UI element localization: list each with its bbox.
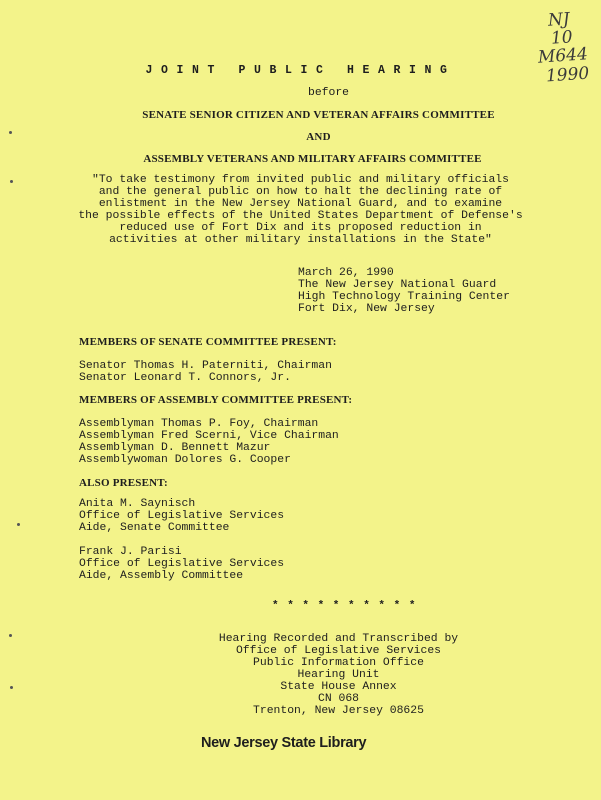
hearing-location-3: Fort Dix, New Jersey bbox=[298, 303, 435, 315]
and-label: AND bbox=[306, 131, 331, 143]
purpose-line-3: enlistment in the New Jersey National Guard, and to examine bbox=[98, 198, 503, 210]
scan-speck bbox=[9, 131, 12, 134]
assembly-committee-name: ASSEMBLY VETERANS AND MILITARY AFFAIRS COMMITTEE bbox=[143, 153, 482, 165]
recorded-line-5: State House Annex bbox=[280, 681, 397, 693]
assembly-member: Assemblyman D. Bennett Mazur bbox=[79, 442, 271, 454]
senate-members-heading: MEMBERS OF SENATE COMMITTEE PRESENT: bbox=[79, 336, 337, 348]
hearing-location-1: The New Jersey National Guard bbox=[298, 279, 497, 291]
staff-name: Anita M. Saynisch bbox=[79, 498, 196, 510]
recorded-line-6: CN 068 bbox=[317, 693, 359, 705]
before-label: before bbox=[307, 87, 349, 99]
purpose-line-1: "To take testimony from invited public and military officials bbox=[92, 174, 509, 186]
hearing-title: JOINT PUBLIC HEARING bbox=[145, 64, 456, 77]
recorded-line-2: Office of Legislative Services bbox=[235, 645, 442, 657]
scan-speck bbox=[17, 523, 20, 526]
library-stamp: New Jersey State Library bbox=[201, 735, 367, 751]
also-present-heading: ALSO PRESENT: bbox=[79, 477, 168, 489]
purpose-line-4: the possible effects of the United States Department of Defense's bbox=[78, 210, 523, 222]
staff-name: Frank J. Parisi bbox=[79, 546, 182, 558]
assembly-member: Assemblyman Fred Scerni, Vice Chairman bbox=[79, 430, 339, 442]
hearing-date: March 26, 1990 bbox=[298, 267, 394, 279]
staff-office: Office of Legislative Services bbox=[79, 558, 285, 570]
senate-member: Senator Thomas H. Paterniti, Chairman bbox=[79, 360, 332, 372]
assembly-members-heading: MEMBERS OF ASSEMBLY COMMITTEE PRESENT: bbox=[79, 394, 353, 406]
assembly-member: Assemblywoman Dolores G. Cooper bbox=[79, 454, 291, 466]
purpose-line-6: activities at other military installations in the State" bbox=[109, 234, 492, 246]
separator-stars: * * * * * * * * * * bbox=[272, 600, 417, 612]
call-number-line-3: M644 bbox=[537, 44, 589, 68]
staff-office: Office of Legislative Services bbox=[79, 510, 285, 522]
scan-speck bbox=[10, 686, 13, 689]
scan-speck bbox=[9, 634, 12, 637]
recorded-line-4: Hearing Unit bbox=[297, 669, 380, 681]
hearing-location-2: High Technology Training Center bbox=[298, 291, 510, 303]
senate-member: Senator Leonard T. Connors, Jr. bbox=[79, 372, 291, 384]
recorded-line-7: Trenton, New Jersey 08625 bbox=[253, 705, 424, 717]
purpose-line-5: reduced use of Fort Dix and its proposed reduction in bbox=[119, 222, 482, 234]
recorded-line-1: Hearing Recorded and Transcribed by bbox=[218, 633, 459, 645]
recorded-line-3: Public Information Office bbox=[253, 657, 424, 669]
staff-role: Aide, Senate Committee bbox=[79, 522, 230, 534]
purpose-line-2: and the general public on how to halt the declining rate of bbox=[98, 186, 503, 198]
call-number-line-1: NJ bbox=[547, 9, 571, 31]
staff-role: Aide, Assembly Committee bbox=[79, 570, 244, 582]
scan-speck bbox=[10, 180, 13, 183]
call-number-line-4: 1990 bbox=[545, 63, 590, 87]
assembly-member: Assemblyman Thomas P. Foy, Chairman bbox=[79, 418, 319, 430]
senate-committee-name: SENATE SENIOR CITIZEN AND VETERAN AFFAIRS COMMITTEE bbox=[142, 109, 495, 121]
call-number-line-2: 10 bbox=[550, 27, 574, 49]
